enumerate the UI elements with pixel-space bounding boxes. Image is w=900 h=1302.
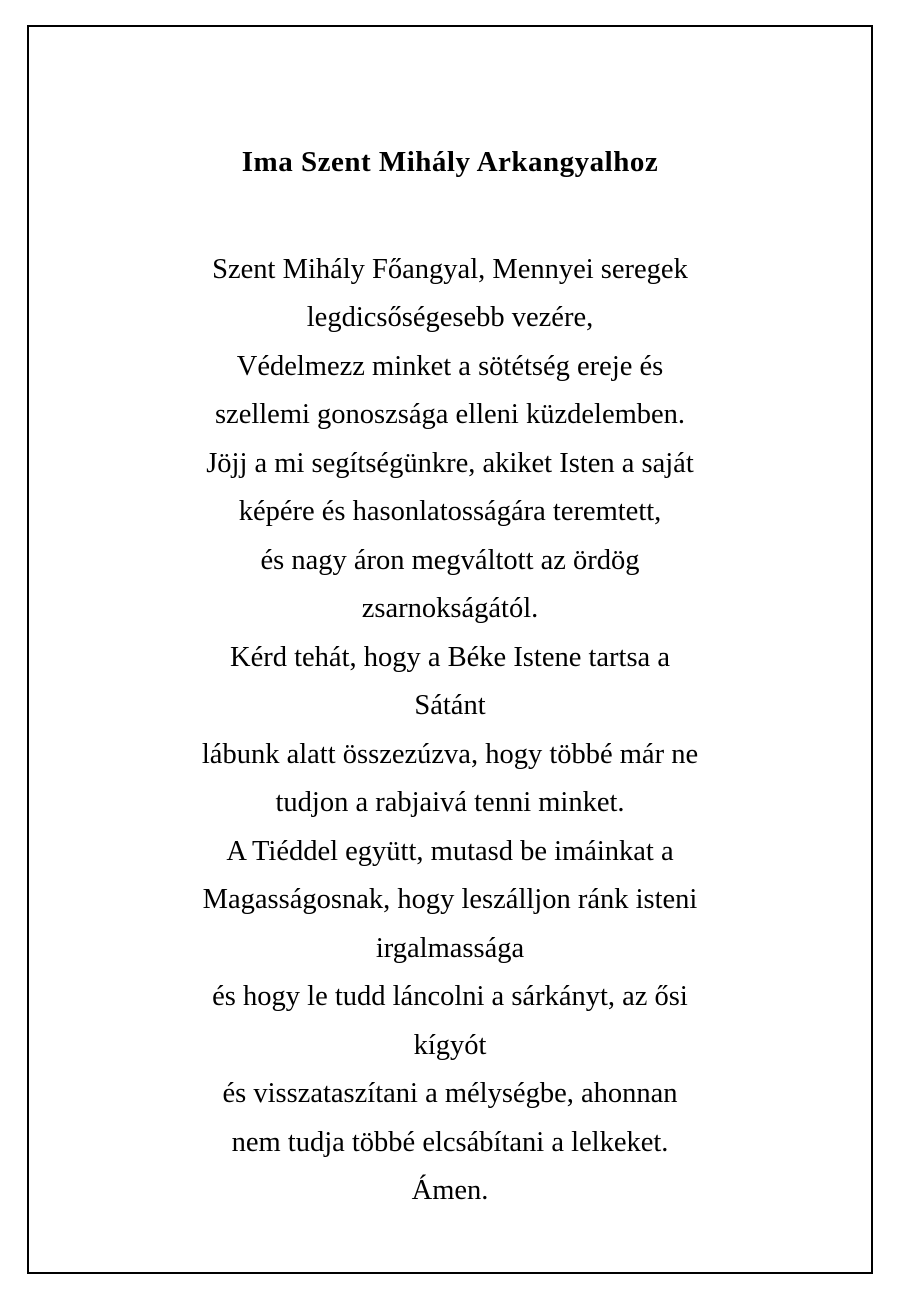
prayer-line: Védelmezz minket a sötétség ereje és (236, 350, 664, 382)
prayer-line: zsarnokságától. (361, 593, 539, 625)
document-page-border (27, 25, 873, 1274)
document-title: Ima Szent Mihály Arkangyalhoz (241, 146, 659, 178)
prayer-line: A Tiéddel együtt, mutasd be imáinkat a (226, 835, 674, 867)
document-content (29, 27, 871, 1216)
prayer-line: Jöjj a mi segítségünkre, akiket Isten a saját (206, 447, 694, 479)
prayer-line: Szent Mihály Főangyal, Mennyei seregek (212, 253, 688, 285)
prayer-line: és visszataszítani a mélységbe, ahonnan (222, 1078, 678, 1110)
prayer-line: nem tudja többé elcsábítani a lelkeket. (231, 1126, 669, 1158)
prayer-line: tudjon a rabjaivá tenni minket. (275, 787, 625, 819)
prayer-line: szellemi gonoszsága elleni küzdelemben. (214, 399, 686, 431)
prayer-line: és hogy le tudd láncolni a sárkányt, az ősi (212, 981, 688, 1013)
prayer-line: legdicsőségesebb vezére, (306, 302, 594, 334)
prayer-line: képére és hasonlatosságára teremtett, (238, 496, 662, 528)
prayer-line: irgalmassága (375, 932, 525, 964)
prayer-line: Kérd tehát, hogy a Béke Istene tartsa a (230, 641, 670, 673)
prayer-line: Sátánt (414, 690, 486, 722)
prayer-line: Ámen. (411, 1175, 489, 1207)
prayer-line: és nagy áron megváltott az ördög (260, 544, 640, 576)
prayer-line: Magasságosnak, hogy leszálljon ránk isteni (202, 884, 698, 916)
prayer-line: lábunk alatt összezúzva, hogy többé már ne (201, 738, 699, 770)
prayer-line: kígyót (413, 1029, 487, 1061)
prayer-text-block (29, 246, 871, 1216)
